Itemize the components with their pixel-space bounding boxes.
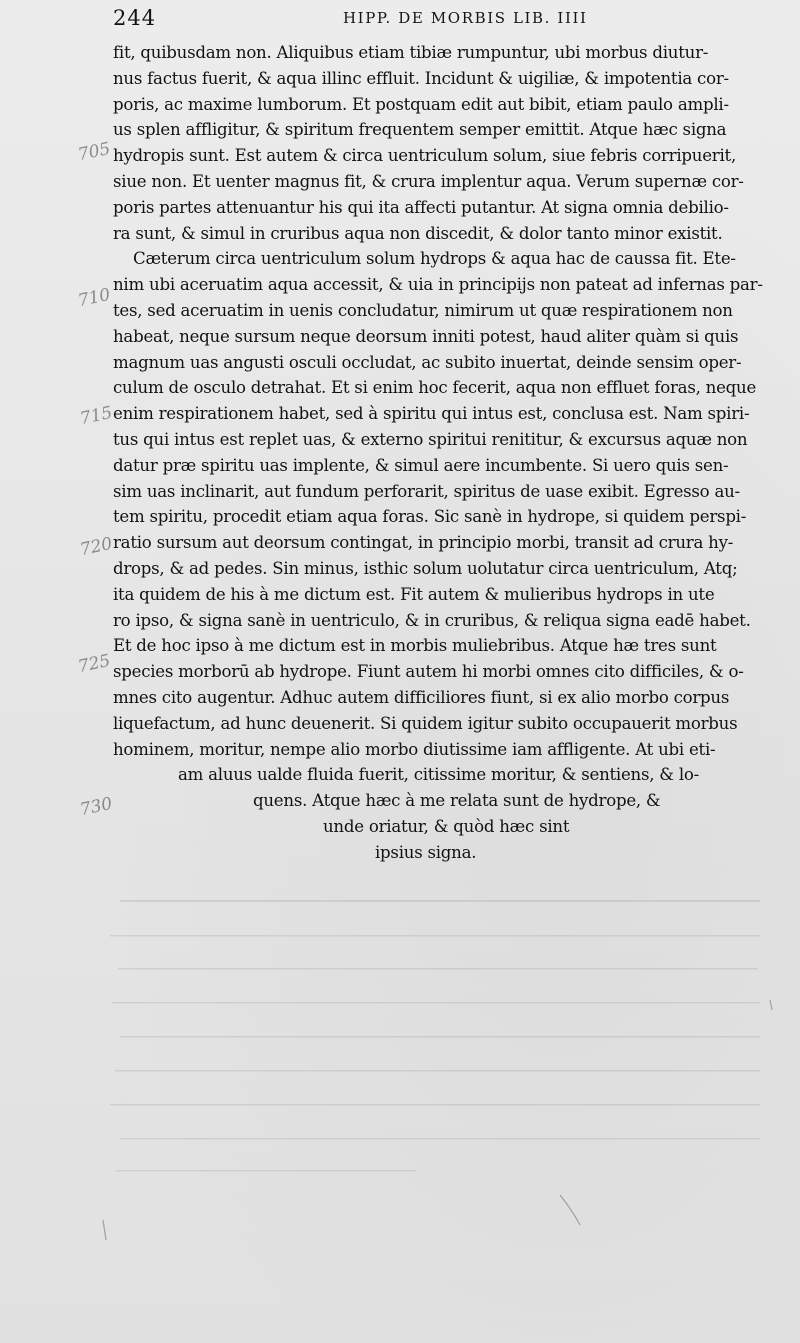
text-line: Cæterum circa uentriculum solum hydrops & aqua hac de caussa fit. Ete- xyxy=(133,249,736,269)
text-line: am aluus ualde fluida fuerit, citissime moritur, & sentiens, & lo- xyxy=(178,765,699,785)
margin-note: 715 xyxy=(78,402,115,430)
margin-note: 725 xyxy=(76,650,113,678)
text-line: us splen affligitur, & spiritum frequentem semper emittit. Atque hæc signa xyxy=(113,120,727,140)
text-line: ra sunt, & simul in cruribus aqua non discedit, & dolor tanto minor existit. xyxy=(113,223,723,243)
text-line: hominem, moritur, nempe alio morbo diutissime iam affligente. At ubi eti- xyxy=(113,739,716,759)
text-line: species morborū ab hydrope. Fiunt autem hi morbi omnes cito difficiles, & o- xyxy=(113,662,744,682)
text-line: enim respirationem habet, sed à spiritu qui intus est, conclusa est. Nam spiri- xyxy=(113,404,750,424)
text-line: sim uas inclinarit, aut fundum perforarit, spiritus de uase exibit. Egresso au- xyxy=(113,481,740,501)
margin-note: 710 xyxy=(76,284,113,312)
text-line: nus factus fuerit, & aqua illinc effluit. Incidunt & uigiliæ, & impotentia cor- xyxy=(113,68,729,88)
page-header xyxy=(0,4,800,34)
text-line: ratio sursum aut deorsum contingat, in principio morbi, transit ad crura hy- xyxy=(113,533,734,553)
text-line: ipsius signa. xyxy=(375,842,477,862)
text-line: tus qui intus est replet uas, & externo spiritui renititur, & excursus aquæ non xyxy=(113,429,748,449)
text-line: culum de osculo detrahat. Et si enim hoc fecerit, aqua non effluet foras, neque xyxy=(113,378,757,398)
text-line: unde oriatur, & quòd hæc sint xyxy=(323,816,570,836)
text-line: habeat, neque sursum neque deorsum inniti potest, haud aliter quàm si quis xyxy=(113,326,739,346)
text-line: drops, & ad pedes. Sin minus, isthic solum uolutatur circa uentriculum, Atq; xyxy=(113,558,738,578)
text-line: liquefactum, ad hunc deuenerit. Si quidem igitur subito occupauerit morbus xyxy=(113,713,738,733)
text-line: ro ipso, & signa sanè in uentriculo, & in cruribus, & reliqua signa eadē habet. xyxy=(113,610,751,630)
text-line: nim ubi aceruatim aqua accessit, & uia in principijs non pateat ad infernas par- xyxy=(113,275,763,295)
text-line: datur præ spiritu uas implente, & simul aere incumbente. Si uero quis sen- xyxy=(113,455,729,475)
text-line: mnes cito augentur. Adhuc autem difficiliores fiunt, si ex alio morbo corpus xyxy=(113,687,730,707)
text-line: tes, sed aceruatim in uenis concludatur, nimirum ut quæ respirationem non xyxy=(113,300,733,320)
text-line: tem spiritu, procedit etiam aqua foras. Sic sanè in hydrope, si quidem perspi- xyxy=(113,507,747,527)
text-line: quens. Atque hæc à me relata sunt de hydrope, & xyxy=(253,791,661,811)
body-text xyxy=(113,40,788,866)
text-line: ita quidem de his à me dictum est. Fit autem & mulieribus hydrops in ute xyxy=(113,584,715,604)
text-line: siue non. Et uenter magnus fit, & crura implentur aqua. Verum supernæ cor- xyxy=(113,171,744,191)
running-title: HIPP. DE MORBIS LIB. IIII xyxy=(343,9,588,27)
page-number: 244 xyxy=(113,6,157,30)
text-line: fit, quibusdam non. Aliquibus etiam tibiæ rumpuntur, ubi morbus diutur- xyxy=(113,43,709,62)
margin-note: 730 xyxy=(78,793,115,821)
text-line: magnum uas angusti osculi occludat, ac subito inuertat, deinde sensim oper- xyxy=(113,352,742,372)
text-line: poris partes attenuantur his qui ita affecti putantur. At signa omnia debilio- xyxy=(113,197,729,217)
margin-note: 705 xyxy=(76,138,113,166)
margin-note: 720 xyxy=(78,533,115,561)
text-line: poris, ac maxime lumborum. Et postquam edit aut bibit, etiam paulo ampli- xyxy=(113,94,729,114)
text-line: Et de hoc ipso à me dictum est in morbis muliebribus. Atque hæ tres sunt xyxy=(113,636,717,656)
handwritten-margin-notes xyxy=(72,0,117,900)
text-line: hydropis sunt. Est autem & circa uentriculum solum, siue febris corripuerit, xyxy=(113,146,736,166)
